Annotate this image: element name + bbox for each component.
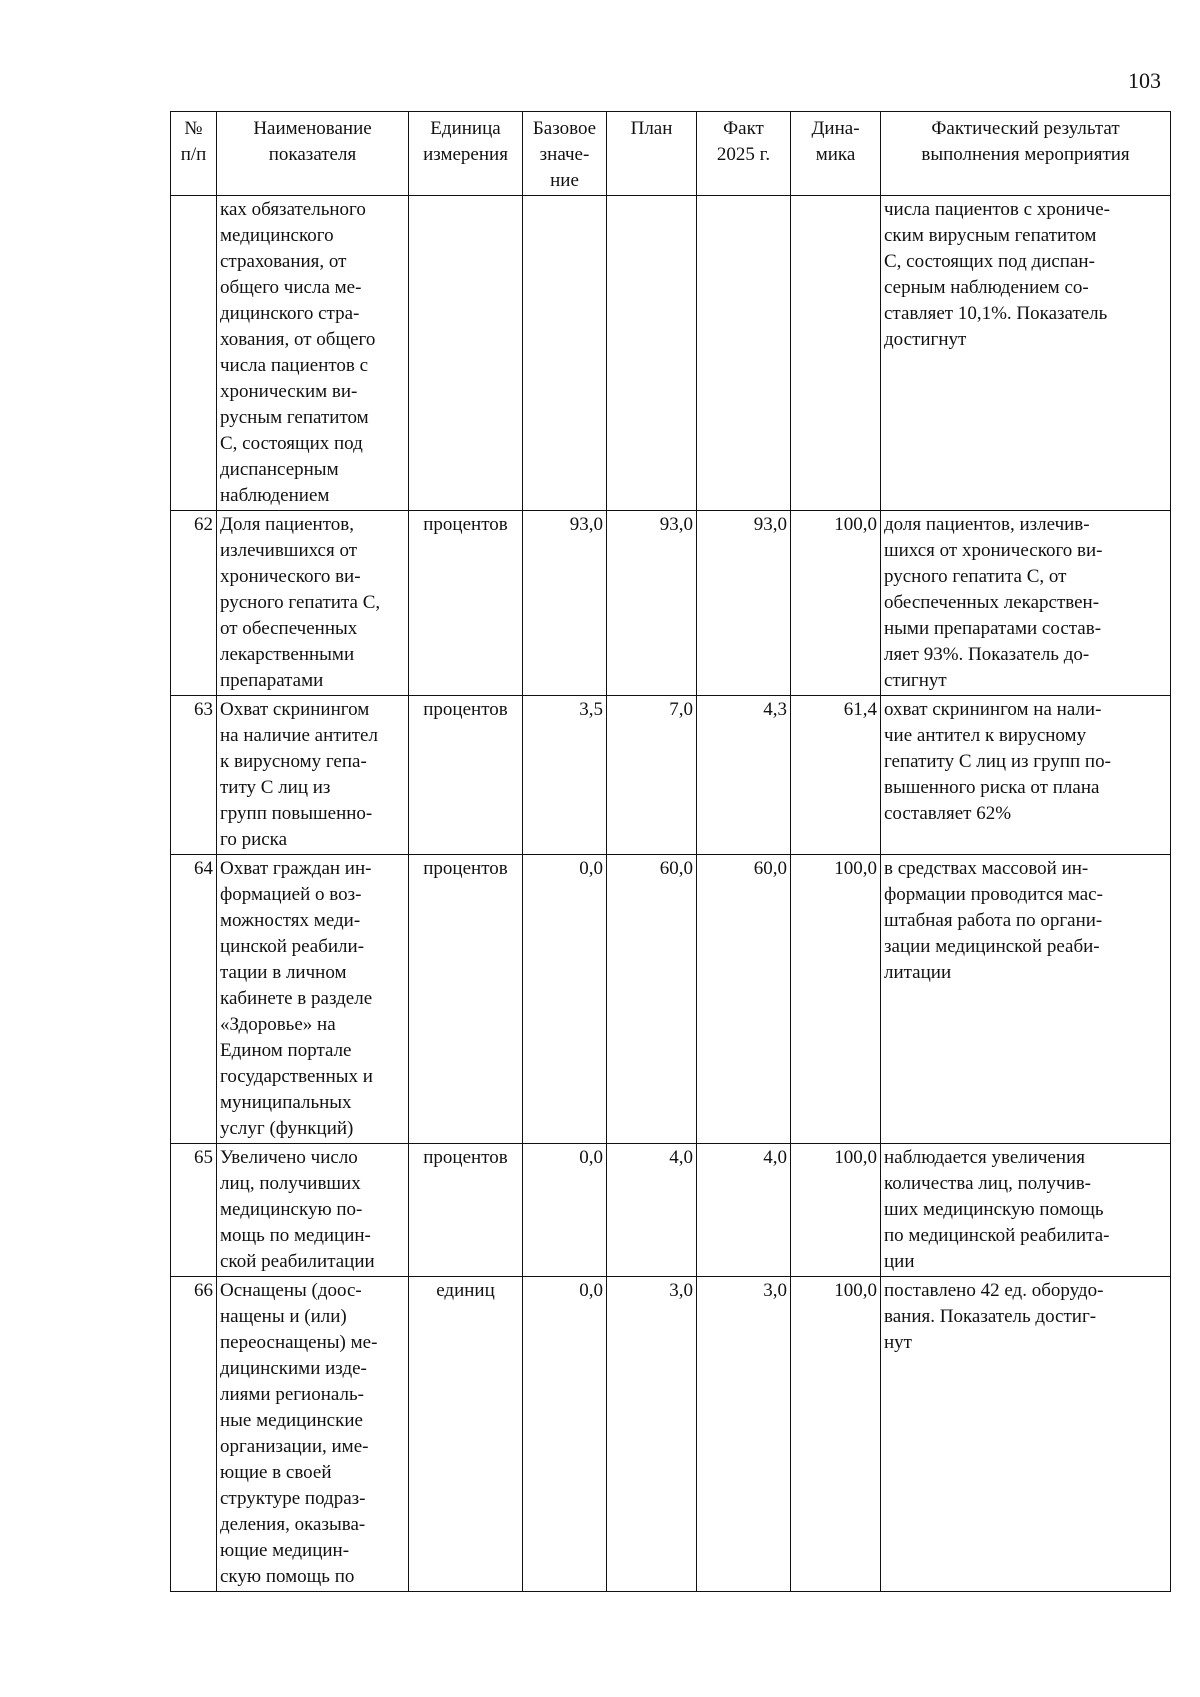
row-name: Доля пациентов, излечившихся от хронического ви- русного гепатита С, от обеспеченных лекарственными препаратами — [217, 511, 409, 696]
row-dynamics: 100,0 — [791, 1144, 881, 1277]
row-fact — [697, 196, 791, 511]
row-base: 3,5 — [523, 696, 607, 855]
row-dynamics — [791, 196, 881, 511]
table-row — [171, 855, 1171, 1144]
row-fact: 4,0 — [697, 1144, 791, 1277]
row-plan — [607, 196, 697, 511]
row-result: поставлено 42 ед. оборудо- вания. Показатель достиг- нут — [881, 1277, 1171, 1592]
row-plan: 3,0 — [607, 1277, 697, 1592]
header-num: № п/п — [171, 112, 217, 196]
row-name: Охват граждан ин- формацией о воз- можностях меди- цинской реабили- тации в личном кабинете в разделе «Здоровье» на Едином портале государственных и муниципальных услуг (функций) — [217, 855, 409, 1144]
row-base: 0,0 — [523, 1277, 607, 1592]
row-fact: 60,0 — [697, 855, 791, 1144]
row-unit: процентов — [409, 855, 523, 1144]
row-name: Оснащены (доос- нащены и (или) переоснащены) ме- дицинскими изде- лиями региональ- ные медицинские организации, име- ющие в своей структуре подраз- деления, оказыва- ющие медицин- скую помощь по — [217, 1277, 409, 1592]
table-header-row — [171, 112, 1171, 196]
header-result: Фактический результат выполнения мероприятия — [881, 112, 1171, 196]
row-base: 93,0 — [523, 511, 607, 696]
header-dynamics: Дина- мика — [791, 112, 881, 196]
header-plan: План — [607, 112, 697, 196]
row-result: доля пациентов, излечив- шихся от хронического ви- русного гепатита С, от обеспеченных лекарствен- ными препаратами состав- ляет 93%. Показатель до- стигнут — [881, 511, 1171, 696]
row-base — [523, 196, 607, 511]
row-result: числа пациентов с хрониче- ским вирусным гепатитом С, состоящих под диспан- серным наблюдением со- ставляет 10,1%. Показатель достигнут — [881, 196, 1171, 511]
row-name: Увеличено число лиц, получивших медицинскую по- мощь по медицин- ской реабилитации — [217, 1144, 409, 1277]
row-base: 0,0 — [523, 855, 607, 1144]
row-name: ках обязательного медицинского страхования, от общего числа ме- дицинского стра- хования, от общего числа пациентов с хроническим ви- русным гепатитом С, состоящих под диспансерным наблюдением — [217, 196, 409, 511]
row-unit: единиц — [409, 1277, 523, 1592]
row-fact: 4,3 — [697, 696, 791, 855]
row-unit — [409, 196, 523, 511]
row-unit: процентов — [409, 511, 523, 696]
row-unit: процентов — [409, 696, 523, 855]
row-base: 0,0 — [523, 1144, 607, 1277]
row-name: Охват скринингом на наличие антител к вирусному гепа- титу С лиц из групп повышенно- го риска — [217, 696, 409, 855]
row-dynamics: 100,0 — [791, 1277, 881, 1592]
row-fact: 93,0 — [697, 511, 791, 696]
row-plan: 93,0 — [607, 511, 697, 696]
header-base: Базовое значе- ние — [523, 112, 607, 196]
row-num: 65 — [171, 1144, 217, 1277]
table-row — [171, 1144, 1171, 1277]
header-fact: Факт 2025 г. — [697, 112, 791, 196]
row-dynamics: 100,0 — [791, 855, 881, 1144]
header-unit: Единица измерения — [409, 112, 523, 196]
row-num: 64 — [171, 855, 217, 1144]
row-result: в средствах массовой ин- формации проводится мас- штабная работа по органи- зации медицинской реаби- литации — [881, 855, 1171, 1144]
page-number: 103 — [1128, 68, 1161, 93]
row-result: наблюдается увеличения количества лиц, получив- ших медицинскую помощь по медицинской реабилита- ции — [881, 1144, 1171, 1277]
row-num: 63 — [171, 696, 217, 855]
table-row — [171, 196, 1171, 511]
row-num: 62 — [171, 511, 217, 696]
row-result: охват скринингом на нали- чие антител к вирусному гепатиту С лиц из групп по- вышенного риска от плана составляет 62% — [881, 696, 1171, 855]
row-unit: процентов — [409, 1144, 523, 1277]
row-plan: 60,0 — [607, 855, 697, 1144]
table-row — [171, 1277, 1171, 1592]
row-num — [171, 196, 217, 511]
row-fact: 3,0 — [697, 1277, 791, 1592]
row-dynamics: 100,0 — [791, 511, 881, 696]
row-dynamics: 61,4 — [791, 696, 881, 855]
table-row — [171, 696, 1171, 855]
indicators-table — [170, 111, 1171, 1592]
row-plan: 4,0 — [607, 1144, 697, 1277]
row-plan: 7,0 — [607, 696, 697, 855]
table-row — [171, 511, 1171, 696]
row-num: 66 — [171, 1277, 217, 1592]
header-name: Наименование показателя — [217, 112, 409, 196]
